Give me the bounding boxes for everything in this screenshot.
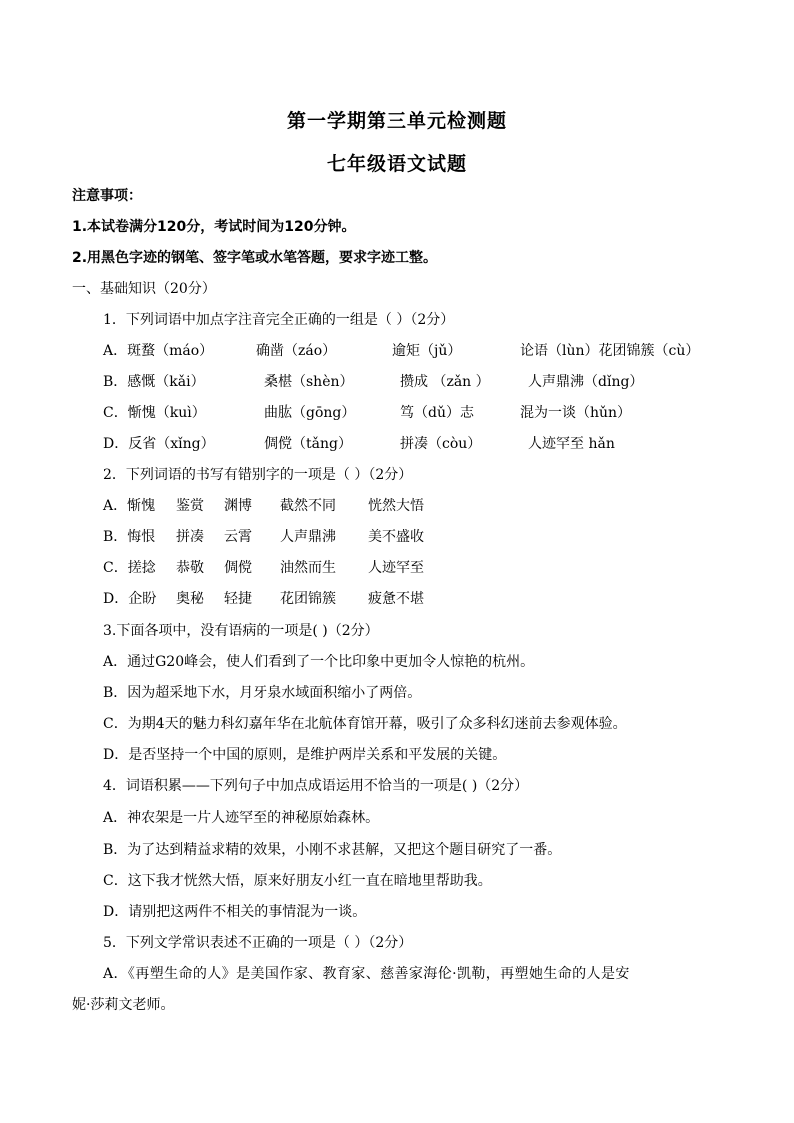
q3-option-c: C．为期4天的魅力科幻嘉年华在北航体育馆开幕，吸引了众多科幻迷前去参观体验。 <box>103 716 627 732</box>
q2-d-item: D．企盼 <box>103 591 157 607</box>
q1-stem: 1．下列词语中加点字注音完全正确的一组是（ ）（2分） <box>103 312 455 328</box>
q1-c-item: 笃（dǔ）志 <box>400 405 474 421</box>
q2-b-item: 人声鼎沸 <box>280 529 336 545</box>
q1-c-item: C．惭愧（kuì） <box>103 405 206 421</box>
q2-c-item: 倜傥 <box>224 560 252 576</box>
q2-c-item: 油然而生 <box>280 560 336 576</box>
exam-title: 第一学期第三单元检测题 <box>286 110 507 132</box>
q1-b-item: 桑椹（shèn） <box>264 374 354 390</box>
q2-b-item: 拼凑 <box>176 529 204 545</box>
q1-d-item: 人迹罕至 hǎn <box>528 436 615 452</box>
q2-c-item: 恭敬 <box>176 560 204 576</box>
q4-option-b: B．为了达到精益求精的效果，小刚不求甚解，又把这个题目研究了一番。 <box>103 842 562 858</box>
q2-c-item: C．搓捻 <box>103 560 156 576</box>
notes-heading: 注意事项： <box>72 188 142 204</box>
q1-b-item: 攒成 （zǎn ） <box>400 374 490 390</box>
q5-stem: 5．下列文学常识表述不正确的一项是（ ）（2分） <box>103 935 413 951</box>
q5-option-a: A．《再塑生命的人》是美国作家、教育家、慈善家海伦·凯勒，再塑她生命的人是安 <box>103 966 630 982</box>
q1-a-item: 逾矩（jǔ） <box>392 343 462 359</box>
q1-a-item: A．斑蝥（máo） <box>103 343 214 359</box>
q2-a-item: 渊博 <box>224 498 252 514</box>
q2-c-item: 人迹罕至 <box>368 560 424 576</box>
q2-d-item: 奥秘 <box>176 591 204 607</box>
q1-a-item: 论语（lùn）花团锦簇（cù） <box>520 343 700 359</box>
q3-option-b: B．因为超采地下水，月牙泉水域面积缩小了两倍。 <box>103 685 422 701</box>
q1-a-item: 确凿（záo） <box>256 343 337 359</box>
q3-option-d: D．是否坚持一个中国的原则，是维护两岸关系和平发展的关键。 <box>103 747 507 763</box>
q2-d-item: 花团锦簇 <box>280 591 336 607</box>
q1-d-item: 拼凑（còu） <box>400 436 482 452</box>
q2-d-item: 轻捷 <box>224 591 252 607</box>
q3-stem: 3.下面各项中，没有语病的一项是( )（2分） <box>103 623 379 639</box>
q2-stem: 2．下列词语的书写有错别字的一项是（ ）（2分） <box>103 467 413 483</box>
q1-b-item: 人声鼎沸（dǐng） <box>528 374 644 390</box>
q4-option-d: D．请别把这两件不相关的事情混为一谈。 <box>103 904 367 920</box>
q5-option-a-continued: 妮·莎莉文老师。 <box>72 997 175 1013</box>
q2-a-item: A．惭愧 <box>103 498 156 514</box>
q1-d-item: 倜傥（tǎng） <box>264 436 352 452</box>
q2-a-item: 截然不同 <box>280 498 336 514</box>
q2-a-item: 鉴赏 <box>176 498 204 514</box>
note-1: 1.本试卷满分120分，考试时间为120分钟。 <box>72 219 356 235</box>
q2-b-item: 美不盛收 <box>368 529 424 545</box>
q2-b-item: 云霄 <box>224 529 252 545</box>
q4-option-c: C．这下我才恍然大悟，原来好朋友小红一直在暗地里帮助我。 <box>103 873 492 889</box>
note-2: 2.用黑色字迹的钢笔、签字笔或水笔答题，要求字迹工整。 <box>72 250 438 266</box>
q1-c-item: 曲肱（gōng） <box>264 405 356 421</box>
exam-subtitle: 七年级语文试题 <box>326 153 467 175</box>
section-heading: 一、基础知识（20分） <box>72 281 216 297</box>
q1-c-item: 混为一谈（hǔn） <box>520 405 632 421</box>
q3-option-a: A．通过G20峰会，使人们看到了一个比印象中更加令人惊艳的杭州。 <box>103 654 535 670</box>
q2-a-item: 恍然大悟 <box>368 498 424 514</box>
q2-b-item: B．悔恨 <box>103 529 156 545</box>
q2-d-item: 疲惫不堪 <box>368 591 424 607</box>
q1-d-item: D．反省（xǐng） <box>103 436 215 452</box>
q4-stem: 4．词语积累——下列句子中加点成语运用不恰当的一项是( )（2分） <box>103 778 529 794</box>
q1-b-item: B．感慨（kǎi） <box>103 374 205 390</box>
q4-option-a: A．神农架是一片人迹罕至的神秘原始森林。 <box>103 810 380 826</box>
